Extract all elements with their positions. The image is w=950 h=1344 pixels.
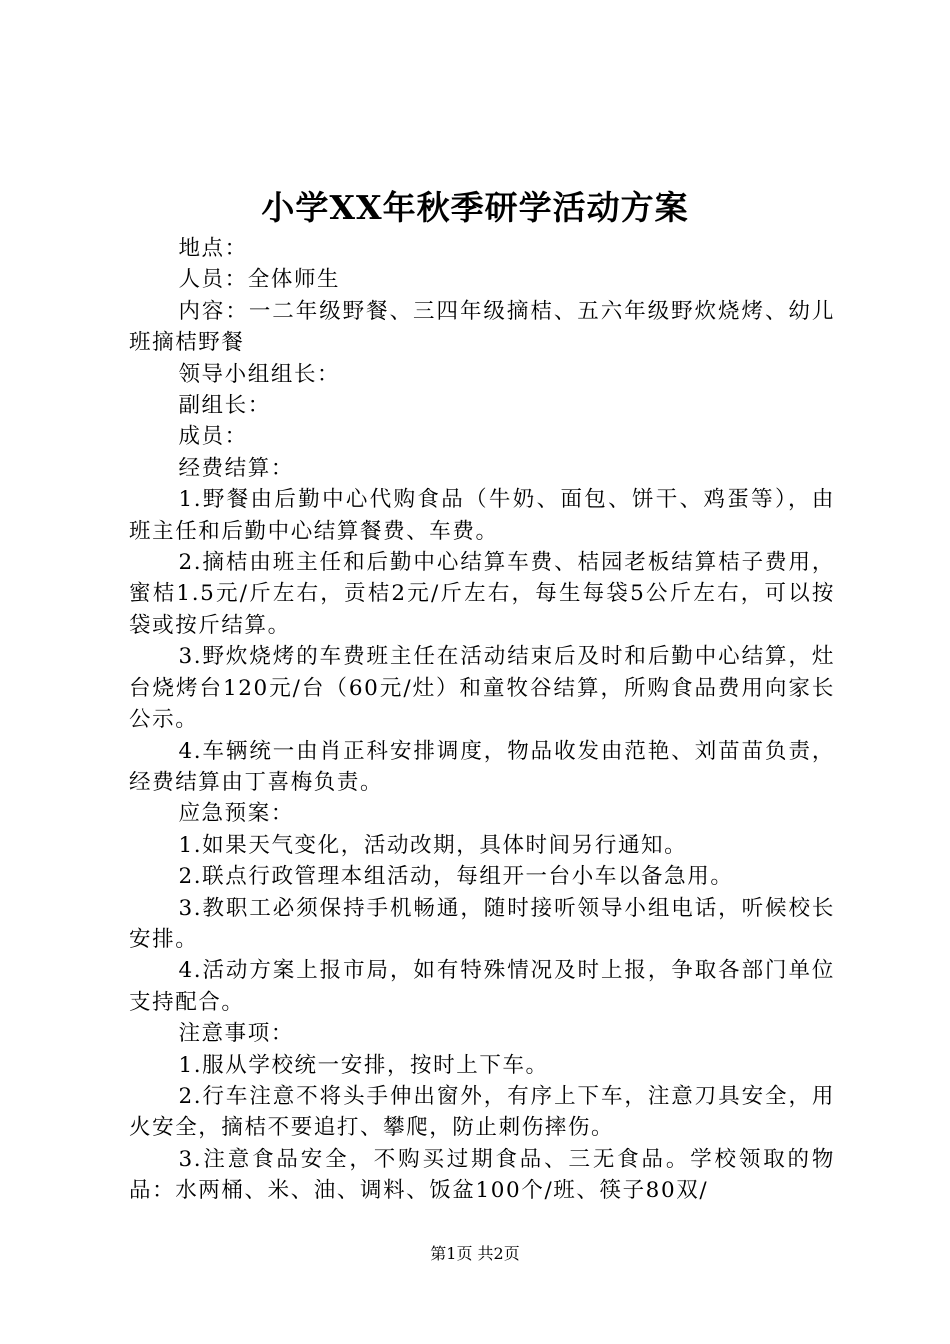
document-title: 小学XX年秋季研学活动方案	[261, 188, 689, 227]
section-heading-emergency: 应急预案：	[178, 801, 294, 827]
paragraph-content: 内容：一二年级野餐、三四年级摘桔、五六年级野炊烧烤、幼儿班摘桔野餐	[129, 298, 835, 356]
paragraph-expense-3: 3.野炊烧烤的车费班主任在活动结束后及时和后勤中心结算，灶台烧烤台120元/台（60元/灶）和童牧谷结算，所购食品费用向家长公示。	[129, 644, 835, 733]
paragraph-expense-2: 2.摘桔由班主任和后勤中心结算车费、桔园老板结算桔子费用，蜜桔1.5元/斤左右，贡桔2元/斤左右，每生每袋5公斤左右，可以按袋或按斤结算。	[129, 550, 835, 638]
section-heading-notes: 注意事项：	[178, 1021, 294, 1047]
paragraph-note-3: 3.注意食品安全，不购买过期食品、三无食品。学校领取的物品：水两桶、米、油、调料、饭盆100个/班、筷子80双/	[129, 1146, 835, 1204]
paragraph-emergency-3: 3.教职工必须保持手机畅通，随时接听领导小组电话，听候校长安排。	[129, 895, 835, 952]
document-body	[129, 233, 835, 1207]
paragraph-leader: 领导小组组长：	[178, 361, 341, 387]
paragraph-note-2: 2.行车注意不将头手伸出窗外，有序上下车，注意刀具安全，用火安全，摘桔不要追打、攀爬，防止刺伤摔伤。	[129, 1083, 835, 1141]
section-heading-expenses: 经费结算：	[178, 455, 294, 481]
paragraph-expense-4: 4.车辆统一由肖正科安排调度，物品收发由范艳、刘苗苗负责，经费结算由丁喜梅负责。	[129, 738, 835, 795]
paragraph-personnel: 人员：全体师生	[178, 267, 341, 293]
paragraph-deputy-leader: 副组长：	[178, 393, 271, 419]
page-footer: 第1页 共2页	[430, 1244, 520, 1263]
paragraph-location: 地点：	[178, 236, 248, 261]
paragraph-emergency-2: 2.联点行政管理本组活动，每组开一台小车以备急用。	[178, 864, 734, 890]
paragraph-members: 成员：	[178, 424, 248, 450]
paragraph-emergency-1: 1.如果天气变化，活动改期，具体时间另行通知。	[178, 832, 688, 858]
paragraph-expense-1: 1.野餐由后勤中心代购食品（牛奶、面包、饼干、鸡蛋等），由班主任和后勤中心结算餐费、车费。	[129, 487, 835, 544]
paragraph-emergency-4: 4.活动方案上报市局，如有特殊情况及时上报，争取各部门单位支持配合。	[129, 958, 835, 1015]
paragraph-note-1: 1.服从学校统一安排，按时上下车。	[178, 1052, 549, 1078]
